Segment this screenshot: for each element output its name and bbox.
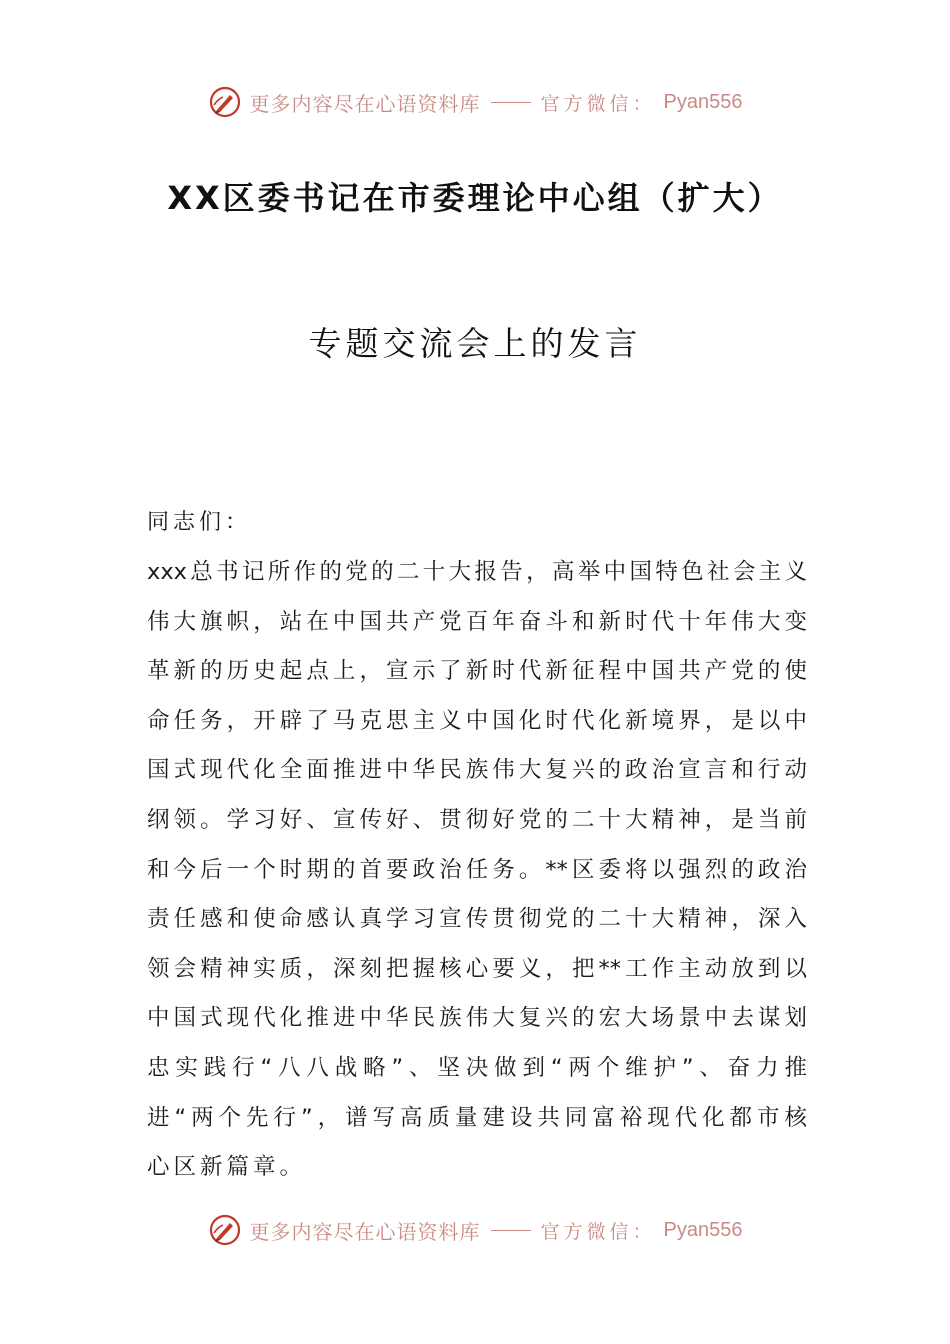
salutation: 同志们： (147, 510, 252, 535)
watermark-footer (0, 1210, 950, 1250)
body-line: 责任感和使命感认真学习宣传贯彻党的二十大精神，深入 (147, 906, 807, 933)
watermark-header (0, 82, 950, 122)
body-line: 纲领。学习好、宣传好、贯彻好党的二十大精神，是当前 (147, 806, 807, 833)
body-line: 忠实践行“八八战略”、坚决做到“两个维护”、奋力推 (147, 1054, 807, 1081)
watermark-dash (491, 102, 531, 103)
body-line: 命任务，开辟了马克思主义中国化时代化新境界，是以中 (147, 707, 807, 734)
document-title-line2: 专题交流会上的发言 (308, 324, 642, 363)
document-title-line1: XX区委书记在市委理论中心组（扩大） (167, 179, 783, 217)
body-line: 领会精神实质，深刻把握核心要义，把**工作主动放到以 (147, 955, 807, 982)
watermark-contact-label: 官方微信： (540, 1220, 656, 1243)
pen-logo-icon (208, 1213, 242, 1247)
body-line: 国式现代化全面推进中华民族伟大复兴的政治宣言和行动 (147, 757, 807, 784)
body-line: xxx总书记所作的党的二十大报告，高举中国特色社会主义 (147, 559, 807, 585)
body-line: 进“两个先行”，谱写高质量建设共同富裕现代化都市核 (147, 1104, 807, 1131)
pen-logo-icon (208, 85, 242, 119)
watermark-text: 更多内容尽在心语资料库 (249, 1219, 481, 1244)
watermark-contact-id: Pyan556 (663, 90, 743, 113)
body-line: 革新的历史起点上，宣示了新时代新征程中国共产党的使 (147, 658, 807, 685)
watermark-contact-id: Pyan556 (663, 1218, 743, 1241)
watermark-dash (491, 1230, 531, 1231)
body-paragraph (147, 548, 807, 1193)
watermark-contact-label: 官方微信： (540, 92, 656, 115)
body-line: 和今后一个时期的首要政治任务。**区委将以强烈的政治 (147, 856, 807, 883)
body-line: 心区新篇章。 (147, 1154, 307, 1181)
body-line: 伟大旗帜，站在中国共产党百年奋斗和新时代十年伟大变 (147, 608, 807, 635)
watermark-text: 更多内容尽在心语资料库 (249, 91, 481, 116)
body-line: 中国式现代化推进中华民族伟大复兴的宏大场景中去谋划 (147, 1005, 807, 1032)
